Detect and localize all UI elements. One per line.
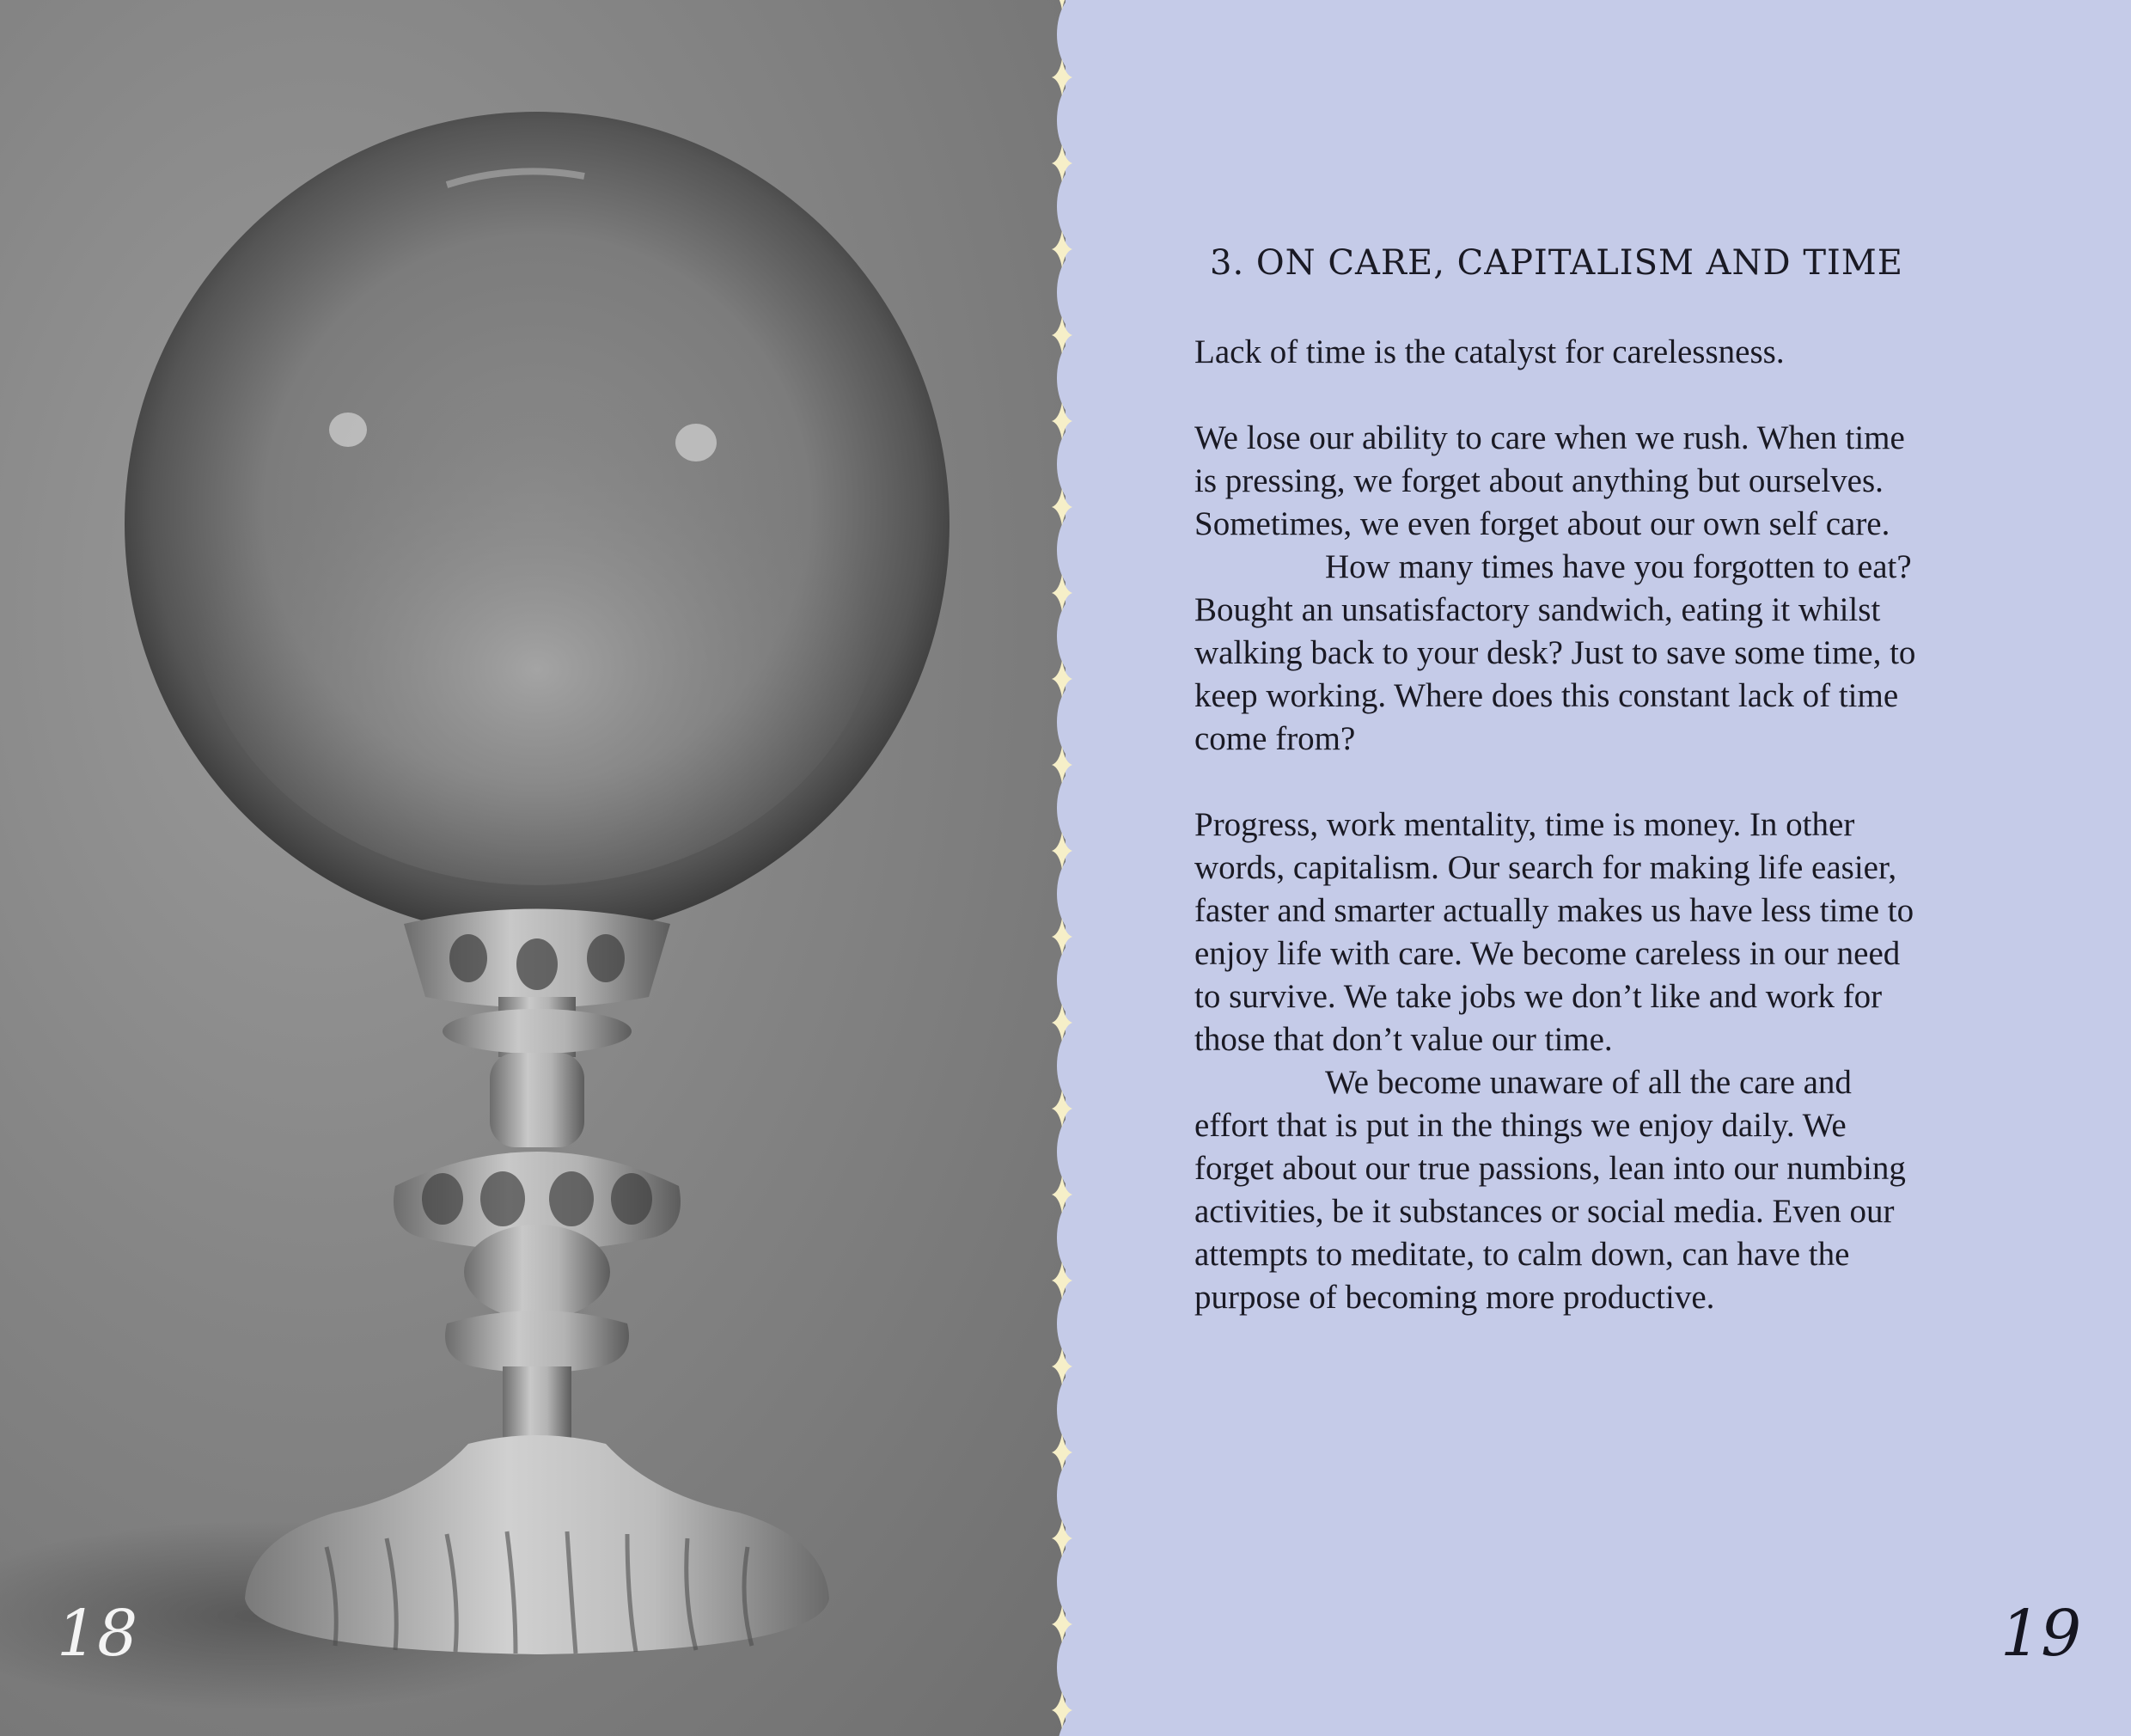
page-number-right: 19 bbox=[2000, 1597, 2082, 1671]
paragraph-5: We become unaware of all the care and effort that is put in the things we enjoy daily. We forget about our true passions, lean into our numbing activities, be it substances or social media. Even our attempts to meditate, to calm down, can have the purpose of becoming more productive. bbox=[1194, 1064, 1906, 1316]
body-text bbox=[1194, 331, 1916, 1319]
paragraph-3: How many times have you forgotten to eat? Bought an unsatisfactory sandwich, eating it whilst walking back to your desk? Just to save some time, to keep working. Where does this constant lack of time come from? bbox=[1194, 548, 1916, 757]
paragraph-4: Progress, work mentality, time is money. In other words, capitalism. Our search for making life easier, faster and smarter actually makes us have less time to enjoy life with care. We become careless in our need to survive. We take jobs we don’t like and work for those that don’t value our time. bbox=[1194, 806, 1914, 1058]
paragraph-1: Lack of time is the catalyst for carelessness. bbox=[1194, 333, 1785, 370]
paragraph-2: We lose our ability to care when we rush. When time is pressing, we forget about anything but ourselves. Sometimes, we even forget about our own self care. bbox=[1194, 419, 1905, 542]
section-title: 3. ON CARE, CAPITALISM AND TIME bbox=[1210, 243, 1903, 283]
page-number-left: 18 bbox=[57, 1597, 138, 1671]
